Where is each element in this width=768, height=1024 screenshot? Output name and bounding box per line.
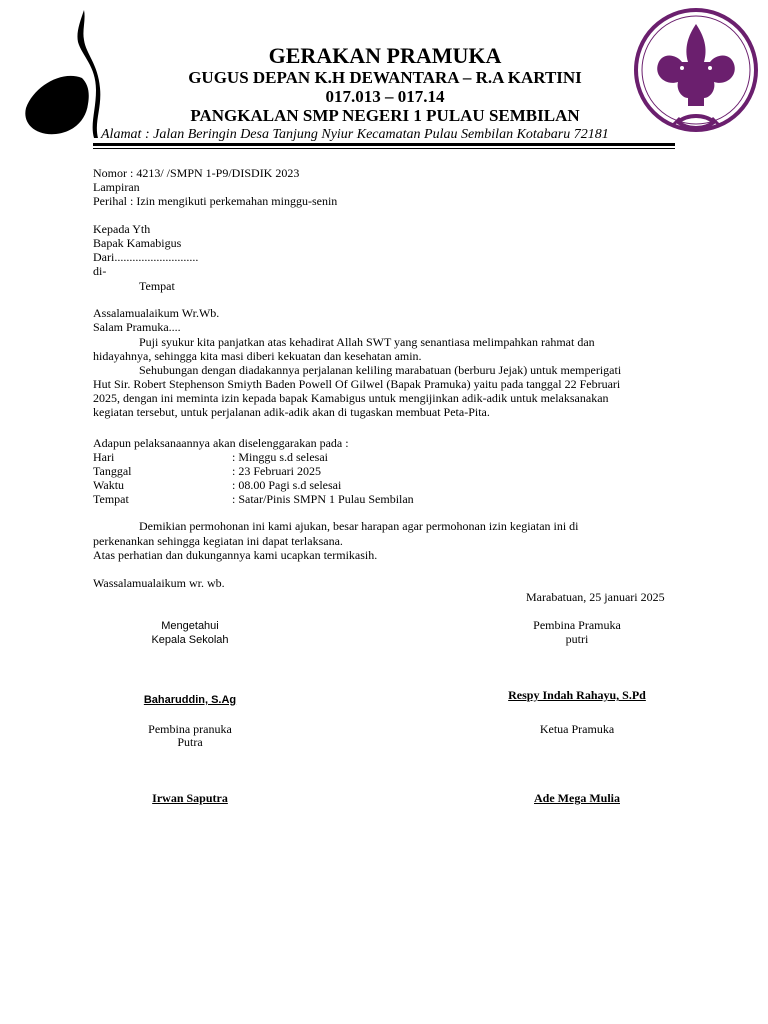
header-rule-thin: [93, 148, 675, 149]
left1-role-2: Kepala Sekolah: [151, 634, 229, 646]
right2-signatory-name: Ade Mega Mulia: [534, 791, 620, 805]
recipient-to: Kepada Yth: [93, 222, 151, 236]
gudep-code: 017.013 – 017.14: [325, 87, 445, 106]
left1-signatory-name: Baharuddin, S.Ag: [143, 694, 237, 706]
paragraph-2-line-2: Hut Sir. Robert Stephenson Smiyth Baden Powell Of Gilwel (Bapak Pramuka) yaitu pada tanggal 22 Februari: [93, 377, 621, 391]
base-title: PANGKALAN SMP NEGERI 1 PULAU SEMBILAN: [190, 106, 580, 125]
greeting-pramuka: Salam Pramuka....: [93, 320, 181, 334]
schedule-label-time: Waktu: [93, 478, 125, 492]
schedule-label-place: Tempat: [93, 492, 129, 506]
place-date: Marabatuan, 25 januari 2025: [526, 590, 665, 604]
paragraph-3-line-2: perkenankan sehingga kegiatan ini dapat terlaksana.: [93, 534, 343, 548]
paragraph-3-line-1: Demikian permohonan ini kami ajukan, besar harapan agar permohonan izin kegiatan ini di: [139, 519, 579, 533]
header-rule-thick: [93, 143, 675, 146]
letter-number: Nomor : 4213/ /SMPN 1-P9/DISDIK 2023: [93, 166, 300, 180]
address-line: Alamat : Jalan Beringin Desa Tanjung Nyiur Kecamatan Pulau Sembilan Kotabaru 72181: [101, 127, 609, 142]
schedule-label-date: Tanggal: [93, 464, 132, 478]
closing-salam: Wassalamualaikum wr. wb.: [93, 576, 225, 590]
left2-signatory-name: Irwan Saputra: [152, 791, 228, 805]
schedule-value-place: : Satar/Pinis SMPN 1 Pulau Sembilan: [232, 492, 414, 506]
schedule-intro: Adapun pelaksanaannya akan diselenggarakan pada :: [93, 436, 349, 450]
schedule-value-day: : Minggu s.d selesai: [232, 450, 328, 464]
left1-role-1: Mengetahui: [161, 620, 219, 632]
paragraph-2-line-1: Sehubungan dengan diadakannya perjalanan keliling marabatuan (berburu Jejak) untuk memperigati: [139, 363, 622, 377]
attachment-line: Lampiran: [93, 180, 140, 194]
schedule-value-date: : 23 Februari 2025: [232, 464, 321, 478]
recipient-name: Bapak Kamabigus: [93, 236, 182, 250]
paragraph-2-line-3: 2025, dengan ini meminta izin kepada bapak Kamabigus untuk mengijinkan adik-adik untuk melaksanakan: [93, 391, 609, 405]
right1-role-1: Pembina Pramuka: [533, 618, 621, 632]
paragraph-3-line-3: Atas perhatian dan dukungannya kami ucapkan termikasih.: [93, 548, 378, 562]
recipient-from: Dari............................: [93, 250, 199, 264]
paragraph-2-line-4: kegiatan tersebut, untuk perjalanan adik-adik akan di tugaskan membuat Peta-Pita.: [93, 405, 490, 419]
left2-role-2: Putra: [177, 735, 203, 749]
right2-role-1: Ketua Pramuka: [539, 722, 615, 736]
greeting-salam: Assalamualaikum Wr.Wb.: [93, 306, 220, 320]
right1-signatory-name: Respy Indah Rahayu, S.Pd: [508, 688, 646, 702]
right1-role-2: putri: [565, 632, 589, 646]
schedule-value-time: : 08.00 Pagi s.d selesai: [232, 478, 342, 492]
recipient-at: di-: [93, 264, 107, 278]
world-scout-emblem: [632, 6, 760, 140]
org-title: GERAKAN PRAMUKA: [268, 43, 502, 68]
subject-line: Perihal : Izin mengikuti perkemahan minggu-senin: [93, 194, 338, 208]
gudep-title: GUGUS DEPAN K.H DEWANTARA – R.A KARTINI: [188, 68, 582, 87]
left2-role-1: Pembina pranuka: [148, 722, 232, 736]
paragraph-1-line-1: Puji syukur kita panjatkan atas kehadirat Allah SWT yang senantiasa melimpahkan rahmat dan: [139, 335, 595, 349]
schedule-label-day: Hari: [93, 450, 115, 464]
recipient-place: Tempat: [139, 279, 175, 293]
paragraph-1-line-2: hidayahnya, sehingga kita masi diberi kekuatan dan kesehatan amin.: [93, 349, 422, 363]
tunas-kelapa-logo: [22, 8, 102, 140]
